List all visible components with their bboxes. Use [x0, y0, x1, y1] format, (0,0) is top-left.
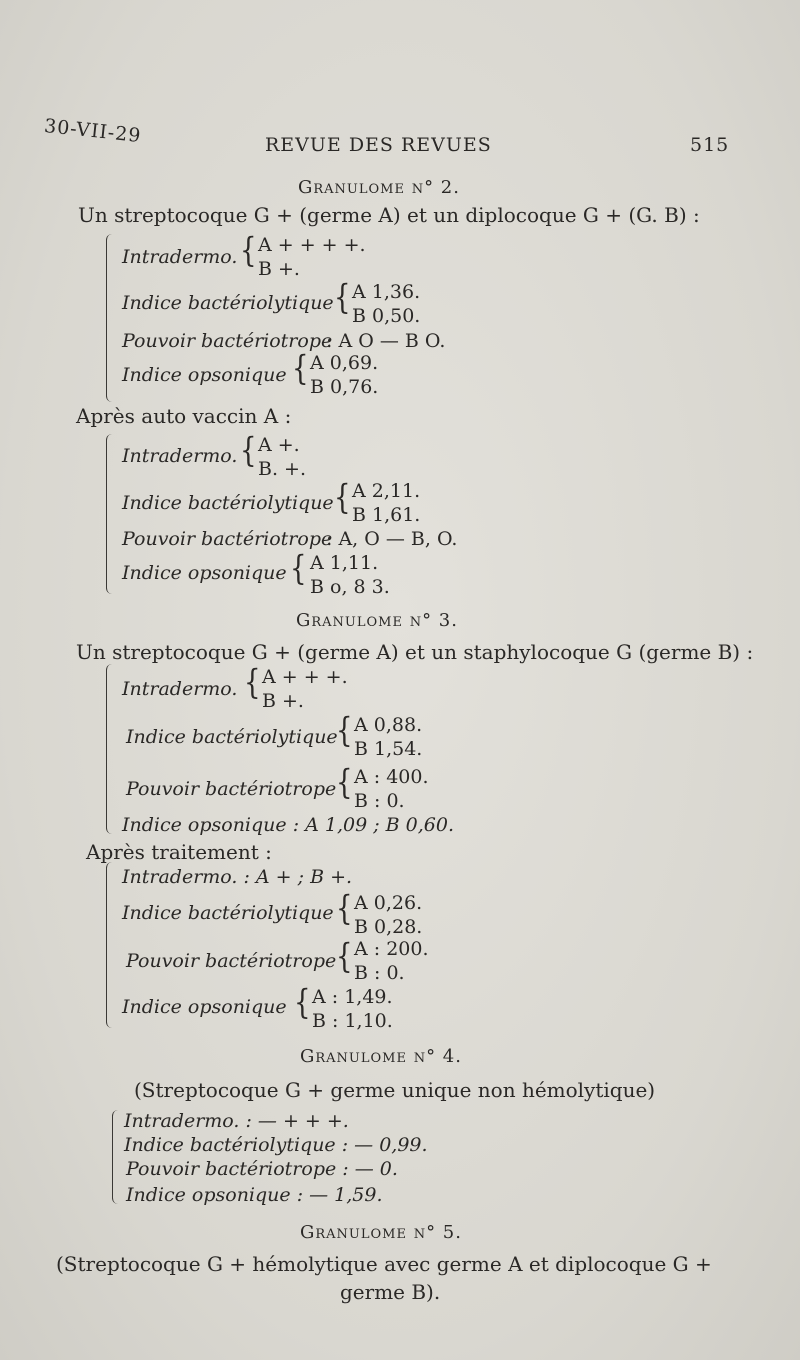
g2-pouvoir-label: Pouvoir bactériotrope [122, 330, 333, 352]
g2-a-intradermo-b: B. +. [258, 458, 307, 480]
g4-brace [112, 1110, 123, 1204]
g2-a-ops-brace: { [290, 549, 307, 589]
g2-intro: Un streptocoque G + (germe A) et un diplocoque G + (G. B) : [78, 203, 700, 227]
g2-a-intradermo-a: A +. [258, 434, 300, 456]
g3-ops-line: Indice opsonique : A 1,09 ; B 0,60. [122, 814, 455, 836]
g3-a-bact-brace: { [336, 889, 353, 929]
g3-a-pouvoir-b: B : 0. [354, 962, 405, 984]
g2-intradermo-brace: { [240, 231, 257, 271]
section-heading-g3: Granulome n° 3. [296, 610, 458, 631]
g3-a-pouvoir-brace: { [336, 937, 353, 977]
g2-after-brace [106, 434, 117, 594]
g2-ops-b: B 0,76. [310, 376, 379, 398]
header-date: 30-VII-29 [43, 114, 143, 148]
g4-pouvoir: Pouvoir bactériotrope : — 0. [126, 1158, 398, 1180]
g3-a-ops-b: B : 1,10. [312, 1010, 393, 1032]
g4-intradermo: Intradermo. : — + + +. [124, 1110, 349, 1132]
g2-a-intradermo-label: Intradermo. [122, 445, 238, 467]
g3-a-ops-brace: { [294, 983, 311, 1023]
g2-a-pouvoir-value: : A, O — B, O. [326, 528, 458, 550]
g3-intradermo-brace: { [244, 663, 261, 703]
g3-a-bact-label: Indice bactériolytique [122, 902, 334, 924]
g3-pouvoir-label: Pouvoir bactériotrope [126, 778, 337, 800]
g2-a-intradermo-brace: { [240, 431, 257, 471]
g2-bact-label: Indice bactériolytique [122, 292, 334, 314]
g2-ops-label: Indice opsonique [122, 364, 287, 386]
g3-intradermo-label: Intradermo. [122, 678, 238, 700]
g2-a-bact-a: A 2,11. [352, 480, 421, 502]
g2-after-heading: Après auto vaccin A : [76, 404, 292, 428]
g3-after-brace [106, 862, 117, 1028]
g4-ops: Indice opsonique : — 1,59. [126, 1184, 383, 1206]
g4-intro: (Streptocoque G + germe unique non hémolytique) [134, 1078, 656, 1102]
g2-brace [106, 234, 117, 402]
section-heading-g2: Granulome n° 2. [298, 177, 460, 198]
g2-intradermo-label: Intradermo. [122, 246, 238, 268]
g3-brace [106, 664, 117, 834]
g5-intro-line1: (Streptocoque G + hémolytique avec germe A et diplocoque G + [56, 1252, 712, 1276]
g3-a-pouvoir-label: Pouvoir bactériotrope [126, 950, 337, 972]
g2-intradermo-b: B +. [258, 258, 300, 280]
g3-a-intradermo: Intradermo. : A + ; B +. [122, 866, 353, 888]
g4-bact: Indice bactériolytique : — 0,99. [124, 1134, 428, 1156]
g3-intradermo-a: A + + +. [262, 666, 348, 688]
g2-bact-brace: { [334, 278, 351, 318]
g2-ops-brace: { [292, 349, 309, 389]
g3-a-pouvoir-a: A : 200. [354, 938, 429, 960]
g2-bact-a: A 1,36. [352, 281, 421, 303]
g2-bact-b: B 0,50. [352, 305, 421, 327]
g3-after-heading: Après traitement : [86, 840, 272, 864]
g3-intro: Un streptocoque G + (germe A) et un staphylocoque G (germe B) : [76, 640, 754, 664]
g3-bact-label: Indice bactériolytique [126, 726, 338, 748]
g3-bact-brace: { [336, 711, 353, 751]
g3-pouvoir-brace: { [336, 763, 353, 803]
g3-pouvoir-b: B : 0. [354, 790, 405, 812]
g3-a-bact-b: B 0,28. [354, 916, 423, 938]
g2-ops-a: A 0,69. [310, 352, 379, 374]
g2-a-bact-b: B 1,61. [352, 504, 421, 526]
g2-a-ops-a: A 1,11. [310, 552, 379, 574]
g3-a-ops-label: Indice opsonique [122, 996, 287, 1018]
g3-bact-b: B 1,54. [354, 738, 423, 760]
page-number: 515 [690, 134, 730, 156]
g3-pouvoir-a: A : 400. [354, 766, 429, 788]
g3-intradermo-b: B +. [262, 690, 304, 712]
g5-intro-line2: germe B). [340, 1280, 441, 1304]
g2-a-pouvoir-label: Pouvoir bactériotrope [122, 528, 333, 550]
g3-a-bact-a: A 0,26. [354, 892, 423, 914]
g3-a-ops-a: A : 1,49. [312, 986, 393, 1008]
g2-intradermo-a: A + + + +. [258, 234, 366, 256]
running-title: REVUE DES REVUES [265, 134, 492, 156]
section-heading-g4: Granulome n° 4. [300, 1046, 462, 1067]
g2-a-bact-label: Indice bactériolytique [122, 492, 334, 514]
g2-a-bact-brace: { [334, 478, 351, 518]
g2-a-ops-b: B o, 8 3. [310, 576, 390, 598]
g3-bact-a: A 0,88. [354, 714, 423, 736]
section-heading-g5: Granulome n° 5. [300, 1222, 462, 1243]
g2-pouvoir-value: : A O — B O. [326, 330, 446, 352]
g2-a-ops-label: Indice opsonique [122, 562, 287, 584]
